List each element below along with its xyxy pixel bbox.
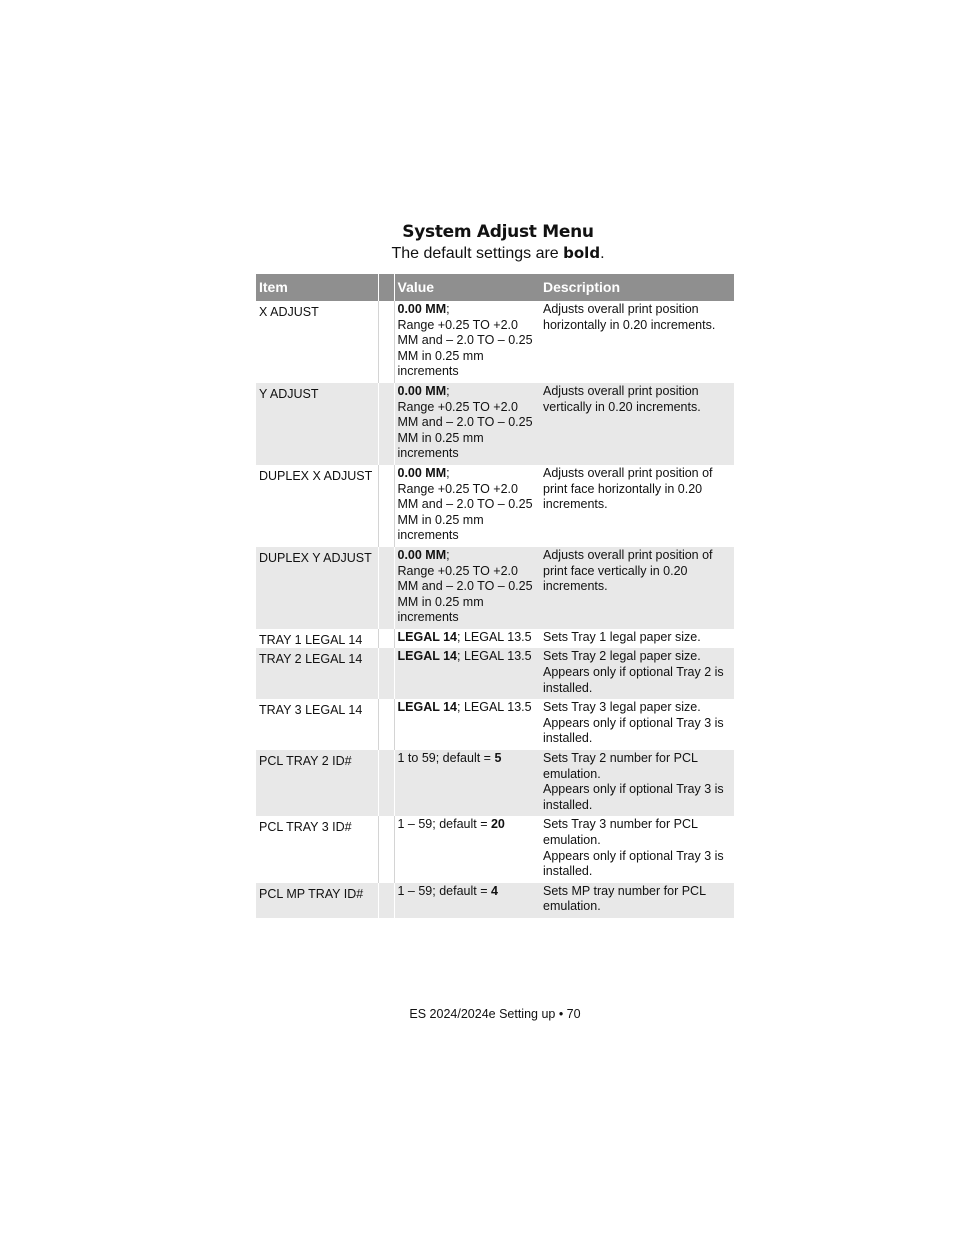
header-gap bbox=[378, 274, 394, 301]
table-header-row bbox=[256, 274, 734, 301]
value-cell bbox=[394, 301, 540, 383]
gap-cell bbox=[378, 547, 394, 629]
system-adjust-table bbox=[256, 274, 735, 918]
value-text: ; LEGAL 13.5 bbox=[457, 700, 532, 715]
page-title: System Adjust Menu bbox=[402, 222, 594, 242]
value-cell bbox=[394, 648, 540, 699]
value-default: 0.00 MM bbox=[397, 465, 447, 480]
table-row bbox=[256, 629, 734, 649]
header-item: Item bbox=[256, 274, 378, 301]
subtitle-end: . bbox=[600, 245, 605, 262]
item-cell: X ADJUST bbox=[259, 305, 319, 319]
item-cell: TRAY 2 LEGAL 14 bbox=[256, 648, 378, 699]
gap-cell bbox=[378, 383, 394, 465]
description-cell: Sets Tray 3 number for PCL emulation. Appears only if optional Tray 3 is installed. bbox=[543, 817, 724, 879]
gap-cell bbox=[378, 465, 394, 547]
item-cell: PCL MP TRAY ID# bbox=[256, 883, 378, 918]
value-cell bbox=[394, 883, 540, 918]
description-cell: Sets Tray 2 legal paper size. Appears only if optional Tray 2 is installed. bbox=[540, 648, 734, 699]
subtitle bbox=[0, 244, 954, 263]
value-text: ; LEGAL 13.5 bbox=[457, 629, 532, 644]
value-default: 4 bbox=[490, 883, 498, 898]
gap-cell bbox=[378, 648, 394, 699]
item-cell: DUPLEX Y ADJUST bbox=[256, 547, 378, 629]
description-cell: Adjusts overall print position vertically in 0.20 increments. bbox=[540, 383, 734, 465]
subtitle-text: The default settings are bbox=[391, 245, 564, 262]
description-cell: Adjusts overall print position of print face vertically in 0.20 increments. bbox=[540, 547, 734, 629]
value-cell bbox=[394, 629, 540, 649]
value-text: ; Range +0.25 TO +2.0 MM and – 2.0 TO – 0.25 MM in 0.25 mm increments bbox=[397, 302, 533, 379]
value-cell bbox=[394, 547, 540, 629]
table-row bbox=[256, 547, 734, 629]
subtitle-bold-word: bold bbox=[563, 244, 601, 262]
description-cell: Sets Tray 3 legal paper size. Appears only if optional Tray 3 is installed. bbox=[543, 700, 724, 746]
gap-cell bbox=[378, 816, 394, 882]
value-text: 1 – 59; default = bbox=[397, 883, 491, 898]
description-cell: Adjusts overall print position horizontally in 0.20 increments. bbox=[543, 302, 716, 332]
gap-cell bbox=[378, 883, 394, 918]
gap-cell bbox=[378, 750, 394, 816]
table-row bbox=[256, 465, 734, 547]
gap-cell bbox=[378, 699, 394, 750]
header-description: Description bbox=[540, 274, 734, 301]
table-row bbox=[256, 816, 734, 882]
table-row bbox=[256, 301, 734, 383]
value-default: LEGAL 14 bbox=[397, 700, 458, 715]
gap-cell bbox=[378, 629, 394, 649]
description-cell: Sets MP tray number for PCL emulation. bbox=[540, 883, 734, 918]
header-value: Value bbox=[394, 274, 540, 301]
value-text: ; LEGAL 13.5 bbox=[457, 649, 532, 664]
value-default: 0.00 MM bbox=[397, 547, 447, 562]
table-row bbox=[256, 883, 734, 918]
value-default: 20 bbox=[490, 817, 505, 832]
description-cell: Sets Tray 1 legal paper size. bbox=[543, 629, 701, 644]
table-row bbox=[256, 750, 734, 816]
value-default: 0.00 MM bbox=[397, 302, 447, 316]
value-default: 5 bbox=[494, 751, 502, 766]
item-cell: Y ADJUST bbox=[256, 383, 378, 465]
item-cell: PCL TRAY 3 ID# bbox=[259, 820, 352, 835]
value-cell bbox=[394, 750, 540, 816]
gap-cell bbox=[378, 301, 394, 383]
value-text: 1 – 59; default = bbox=[397, 817, 491, 832]
table-row bbox=[256, 383, 734, 465]
value-cell bbox=[394, 816, 540, 882]
item-cell: TRAY 1 LEGAL 14 bbox=[259, 632, 363, 647]
value-text: ; Range +0.25 TO +2.0 MM and – 2.0 TO – 0.25 MM in 0.25 mm increments bbox=[397, 383, 533, 461]
value-default: LEGAL 14 bbox=[397, 649, 458, 664]
description-cell: Adjusts overall print position of print face horizontally in 0.20 increments. bbox=[543, 465, 713, 512]
table-row bbox=[256, 648, 734, 699]
value-cell bbox=[394, 465, 540, 547]
value-default: 0.00 MM bbox=[397, 383, 447, 398]
description-cell: Sets Tray 2 number for PCL emulation. Appears only if optional Tray 3 is installed. bbox=[540, 750, 734, 816]
value-text: ; Range +0.25 TO +2.0 MM and – 2.0 TO – 0.25 MM in 0.25 mm increments bbox=[397, 465, 533, 543]
item-cell: DUPLEX X ADJUST bbox=[259, 468, 373, 483]
table-row bbox=[256, 699, 734, 750]
value-text: ; Range +0.25 TO +2.0 MM and – 2.0 TO – 0.25 MM in 0.25 mm increments bbox=[397, 547, 533, 625]
value-cell bbox=[394, 699, 540, 750]
table-body bbox=[256, 301, 734, 918]
value-cell bbox=[394, 383, 540, 465]
value-default: LEGAL 14 bbox=[397, 629, 458, 644]
value-text: 1 to 59; default = bbox=[397, 751, 495, 766]
item-cell: TRAY 3 LEGAL 14 bbox=[259, 703, 363, 718]
item-cell: PCL TRAY 2 ID# bbox=[256, 750, 378, 816]
page-footer: ES 2024/2024e Setting up • 70 bbox=[409, 1007, 581, 1021]
